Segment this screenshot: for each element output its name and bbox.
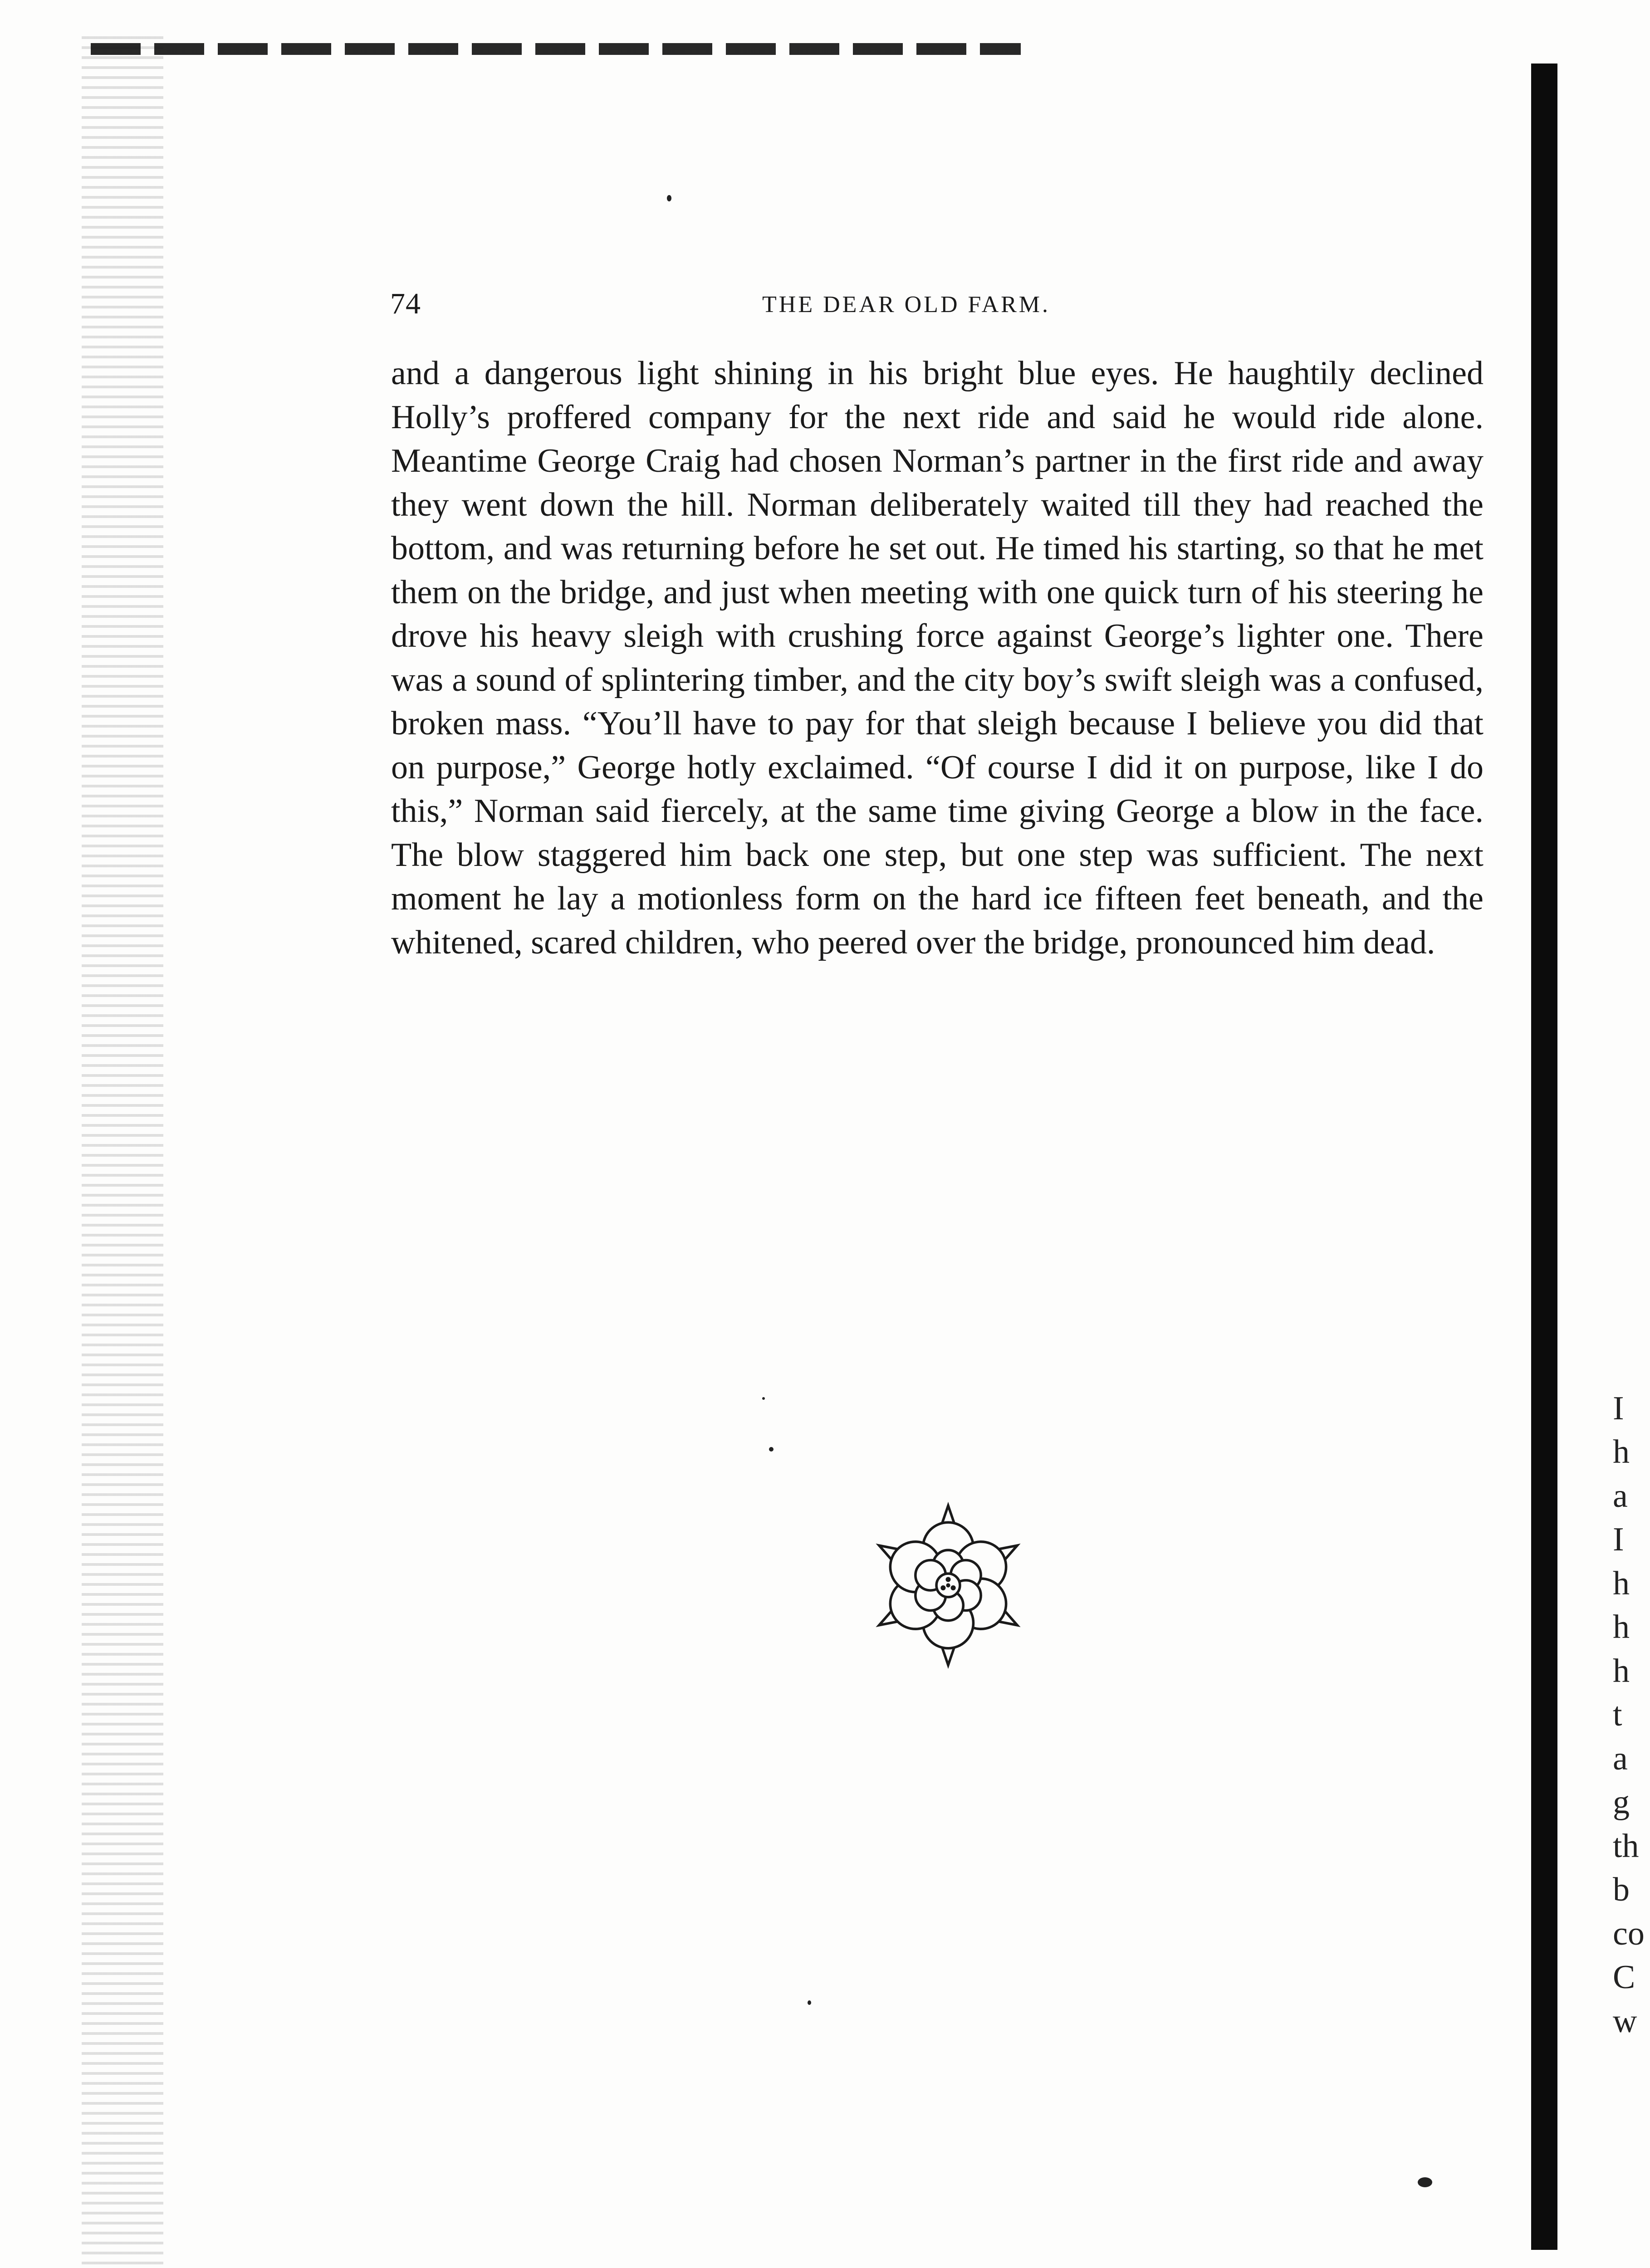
next-page-fragment-line: g xyxy=(1613,1784,1630,1821)
next-page-fragment-line: h xyxy=(1613,1608,1630,1646)
body-paragraph: and a dangerous light shining in his bright blue eyes. He haughtily declined Holly’s proffered company for the next ride and said he would ride alone. Meantime George Craig had chosen Norman’s partner in the first ride and away they went down the hill. Norman deliberately waited till they had reached the bottom, and was returning before he set out. He timed his starting, so that he met them on the bridge, and just when meeting with one quick turn of his steering he drove his heavy sleigh with crushing force against George’s lighter one. There was a sound of splintering timber, and the city boy’s swift sleigh was a confused, broken mass. “You’ll have to pay for that sleigh because I believe you did that on purpose,” George hotly exclaimed. “Of course I did it on purpose, like I do this,” Norman said fiercely, at the same time giving George a blow in the face. The blow staggered him back one step, but one step was sufficient. The next moment he lay a motionless form on the hard ice fifteen feet beneath, and the whitened, scared children, who peered over the bridge, pronounced him dead. xyxy=(391,355,1484,961)
scan-bar-right xyxy=(1531,64,1557,2250)
scan-edge-top xyxy=(91,43,1021,55)
scan-edge-left xyxy=(82,36,163,2268)
scan-speck xyxy=(762,1397,765,1400)
page-number: 74 xyxy=(390,287,421,320)
next-page-fragment-line: w xyxy=(1613,2002,1637,2040)
scan-speck xyxy=(808,2000,811,2005)
next-page-fragment-line: I xyxy=(1613,1521,1624,1558)
next-page-fragment-line: C xyxy=(1613,1959,1635,1996)
next-page-fragment-line: h xyxy=(1613,1652,1630,1690)
next-page-fragment xyxy=(1613,1343,1649,2059)
next-page-fragment-line: a xyxy=(1613,1477,1628,1515)
next-page-fragment-line: th xyxy=(1613,1827,1639,1865)
scan-speck xyxy=(667,195,671,201)
tudor-rose-ornament-icon xyxy=(862,1501,1034,1669)
next-page-fragment-line xyxy=(1613,1343,1649,1387)
scan-speck xyxy=(1418,2177,1432,2187)
next-page-fragment-line: co xyxy=(1613,1915,1645,1952)
running-title: THE DEAR OLD FARM. xyxy=(762,292,1051,318)
scan-speck xyxy=(769,1447,774,1452)
next-page-fragment-line: h xyxy=(1613,1564,1630,1602)
next-page-fragment-line: a xyxy=(1613,1740,1628,1777)
next-page-fragment-line: b xyxy=(1613,1871,1630,1908)
next-page-fragment-line: h xyxy=(1613,1433,1630,1471)
next-page-fragment-line: t xyxy=(1613,1696,1622,1733)
next-page-fragment-line: I xyxy=(1613,1389,1624,1427)
